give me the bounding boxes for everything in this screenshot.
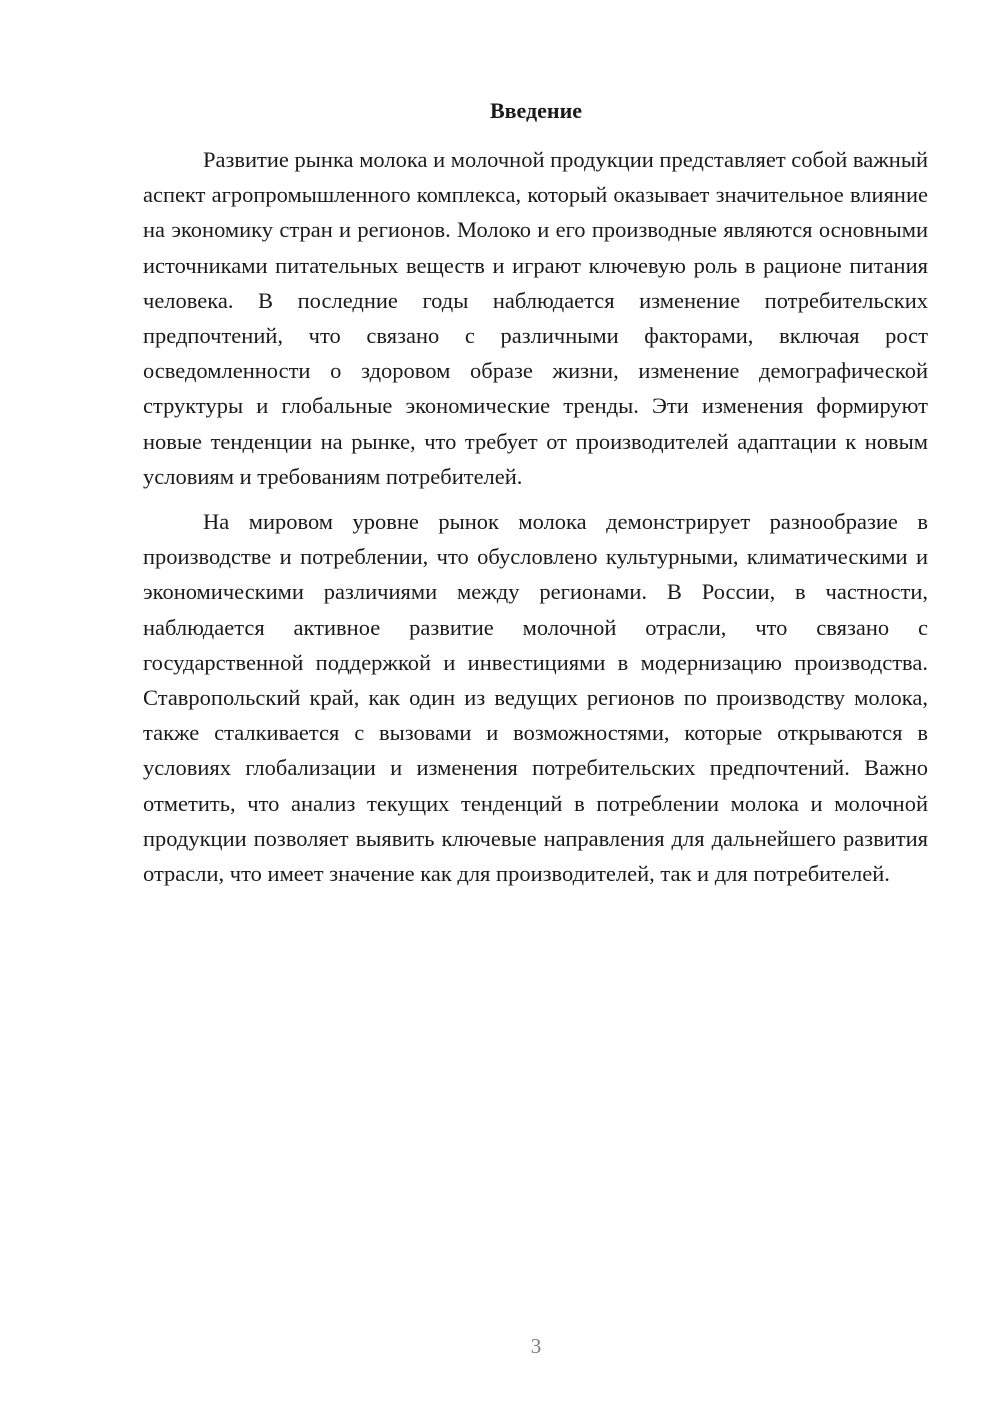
section-title: Введение (489, 98, 583, 123)
body-text (143, 142, 928, 891)
paragraph-1: Развитие рынка молока и молочной продукции представляет собой важный аспект агропромышленного комплекса, который оказывает значительное влияние на экономику стран и регионов. Молоко и его производные являются основными источниками питательных веществ и играют ключевую роль в рационе питания человека. В последние годы наблюдается изменение потребительских предпочтений, что связано с различными факторами, включая рост осведомленности о здоровом образе жизни, изменение демографической структуры и глобальные экономические тренды. Эти изменения формируют новые тенденции на рынке, что требует от производителей адаптации к новым условиям и требованиям потребителей. (143, 147, 928, 489)
page-number: 3 (530, 1334, 542, 1358)
paragraph-2: На мировом уровне рынок молока демонстрирует разнообразие в производстве и потреблении, что обусловлено культурными, климатическими и экономическими различиями между регионами. В России, в частности, наблюдается активное развитие молочной отрасли, что связано с государственной поддержкой и инвестициями в модернизацию производства. Ставропольский край, как один из ведущих регионов по производству молока, также сталкивается с вызовами и возможностями, которые открываются в условиях глобализации и изменения потребительских предпочтений. Важно отметить, что анализ текущих тенденций в потреблении молока и молочной продукции позволяет выявить ключевые направления для дальнейшего развития отрасли, что имеет значение как для производителей, так и для потребителей. (143, 509, 928, 887)
